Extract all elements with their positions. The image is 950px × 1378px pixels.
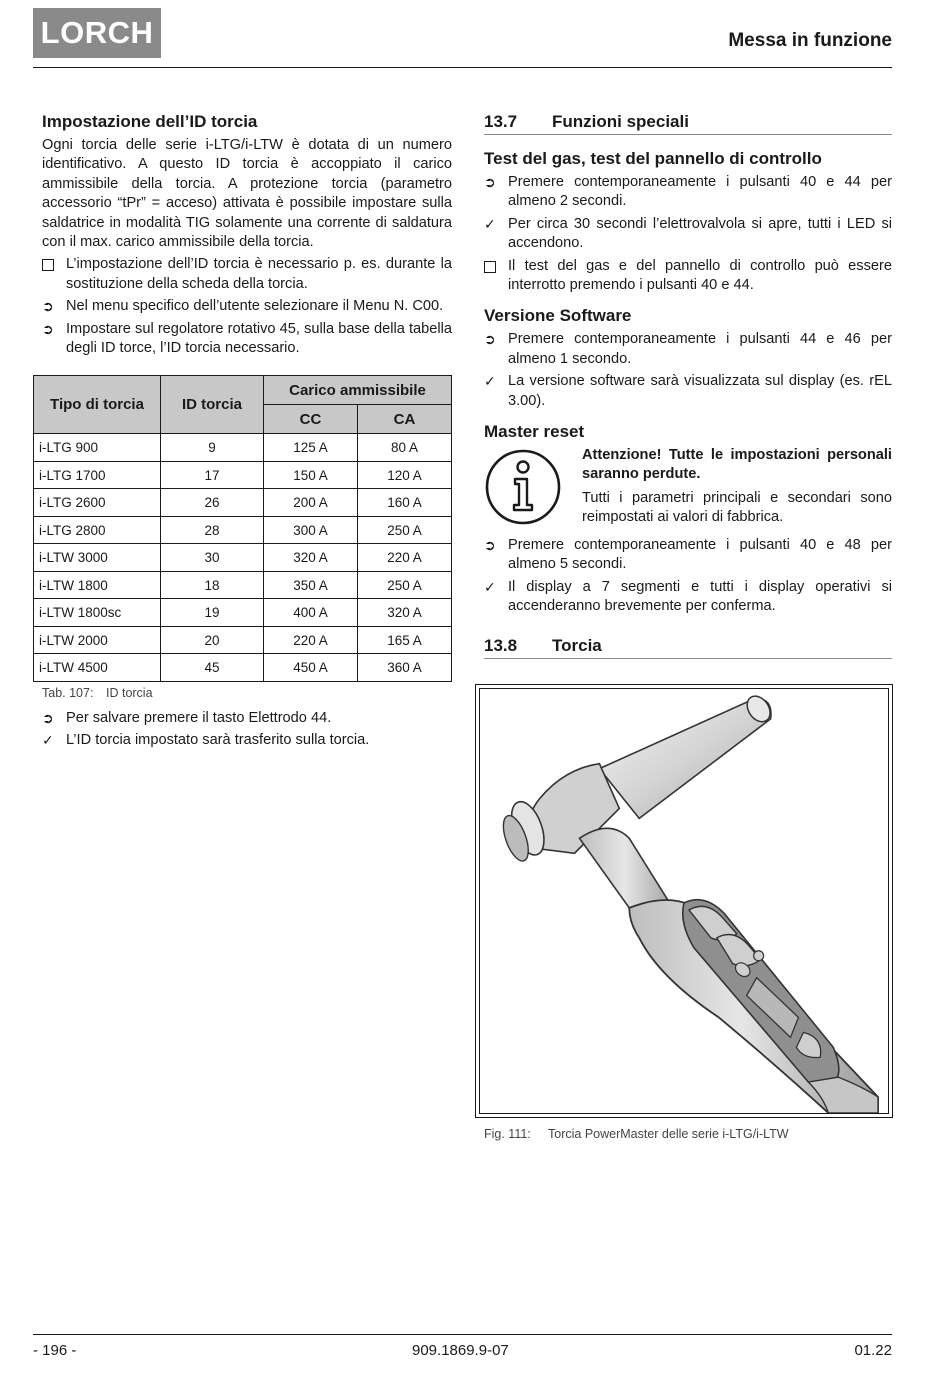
table-row: i-LTW 3000 30 320 A 220 A bbox=[34, 544, 452, 572]
master-reset-heading: Master reset bbox=[484, 422, 585, 442]
list-item: ➲ Per salvare premere il tasto Elettrodo 44. bbox=[42, 709, 452, 728]
list-item: Il test del gas e del pannello di controllo può essere interrotto premendo i pulsanti 40 e 44. bbox=[484, 257, 892, 296]
arrow-icon: ➲ bbox=[484, 174, 496, 190]
gas-test-heading: Test del gas, test del pannello di controllo bbox=[484, 149, 822, 168]
checkbox-icon bbox=[42, 255, 66, 294]
arrow-icon: ➲ bbox=[484, 331, 496, 348]
arrow-icon: ➲ bbox=[484, 537, 496, 554]
table-row: i-LTW 4500 45 450 A 360 A bbox=[34, 654, 452, 682]
check-icon: ✓ bbox=[484, 373, 496, 390]
list-item: ➲ Premere contemporaneamente i pulsanti 40 e 44 per almeno 2 secondi. bbox=[484, 173, 892, 212]
left-column bbox=[39, 112, 452, 754]
table-caption: Tab. 107: ID torcia bbox=[42, 685, 153, 700]
arrow-icon: ➲ bbox=[42, 709, 54, 726]
check-icon: ✓ bbox=[484, 215, 496, 232]
section-13-8-heading: 13.8 Torcia bbox=[484, 636, 892, 659]
list-item: L’impostazione dell’ID torcia è necessario p. es. durante la sostituzione della scheda della torcia. bbox=[42, 255, 452, 294]
header-torch-type: Tipo di torcia bbox=[34, 376, 161, 434]
header-cc: CC bbox=[264, 405, 358, 434]
warning-title: Attenzione! Tutte le impostazioni personali saranno perdute. bbox=[582, 447, 892, 483]
table-row: i-LTG 2800 28 300 A 250 A bbox=[34, 516, 452, 544]
torch-id-table bbox=[33, 375, 452, 682]
lorch-logo: LORCH bbox=[33, 8, 161, 58]
list-item: ✓ L’ID torcia impostato sarà trasferito sulla torcia. bbox=[42, 731, 452, 750]
torch-figure bbox=[475, 684, 893, 1118]
header-ca: CA bbox=[357, 405, 451, 434]
torch-illustration bbox=[480, 689, 888, 1113]
header-divider bbox=[33, 67, 892, 68]
torch-id-heading: Impostazione dell’ID torcia bbox=[42, 112, 258, 131]
figure-caption: Fig. 111: Torcia PowerMaster delle serie i-LTG/i-LTW bbox=[484, 1127, 789, 1141]
table-row: i-LTW 2000 20 220 A 165 A bbox=[34, 626, 452, 654]
software-version-heading: Versione Software bbox=[484, 306, 632, 326]
document-date: 01.22 bbox=[854, 1342, 892, 1359]
header-load: Carico ammissibile bbox=[264, 376, 452, 405]
chapter-title: Messa in funzione bbox=[728, 30, 892, 51]
arrow-icon: ➲ bbox=[42, 298, 54, 315]
checkbox-icon bbox=[484, 257, 508, 296]
page-number: - 196 - bbox=[33, 1342, 77, 1359]
arrow-icon: ➲ bbox=[42, 320, 54, 337]
document-number: 909.1869.9-07 bbox=[412, 1342, 509, 1359]
list-item: ➲ Impostare sul regolatore rotativo 45, sulla base della tabella degli ID torce, l’ID torcia necessario. bbox=[42, 320, 452, 359]
table-row: i-LTG 2600 26 200 A 160 A bbox=[34, 489, 452, 517]
torch-id-intro: Ogni torcia delle serie i-LTG/i-LTW è dotata di un numero identificativo. A questo ID torcia è accoppiato il carico ammissibile della torcia. A protezione torcia (parametro accessorio “tPr” = acceso) attivata è possibile impostare sulla saldatrice in modalità TIG solamente una corrente di saldatura con il max. carico ammissibile della torcia. bbox=[42, 137, 452, 251]
list-item: ✓ Per circa 30 secondi l’elettrovalvola si apre, tutti i LED si accendono. bbox=[484, 215, 892, 254]
info-icon bbox=[484, 446, 582, 533]
right-column bbox=[484, 112, 892, 659]
footer-divider bbox=[33, 1334, 892, 1335]
table-row: i-LTG 1700 17 150 A 120 A bbox=[34, 461, 452, 489]
warning-text: Tutti i parametri principali e secondari sono reimpostati ai valori di fabbrica. bbox=[582, 489, 892, 526]
warning-notice bbox=[484, 446, 892, 533]
list-item: ✓ Il display a 7 segmenti e tutti i display operativi si accenderanno brevemente per conferma. bbox=[484, 578, 892, 617]
list-item: ➲ Premere contemporaneamente i pulsanti 44 e 46 per almeno 1 secondo. bbox=[484, 330, 892, 369]
table-row: i-LTW 1800sc 19 400 A 320 A bbox=[34, 599, 452, 627]
list-item: ➲ Nel menu specifico dell’utente selezionare il Menu N. C00. bbox=[42, 297, 452, 316]
section-13-7-heading: 13.7 Funzioni speciali bbox=[484, 112, 892, 135]
check-icon: ✓ bbox=[42, 732, 54, 749]
check-icon: ✓ bbox=[484, 578, 496, 595]
list-item: ➲ Premere contemporaneamente i pulsanti 40 e 48 per almeno 5 secondi. bbox=[484, 536, 892, 575]
table-row: i-LTG 900 9 125 A 80 A bbox=[34, 434, 452, 462]
header-torch-id: ID torcia bbox=[161, 376, 264, 434]
table-row: i-LTW 1800 18 350 A 250 A bbox=[34, 571, 452, 599]
list-item: ✓ La versione software sarà visualizzata sul display (es. rEL 3.00). bbox=[484, 372, 892, 411]
